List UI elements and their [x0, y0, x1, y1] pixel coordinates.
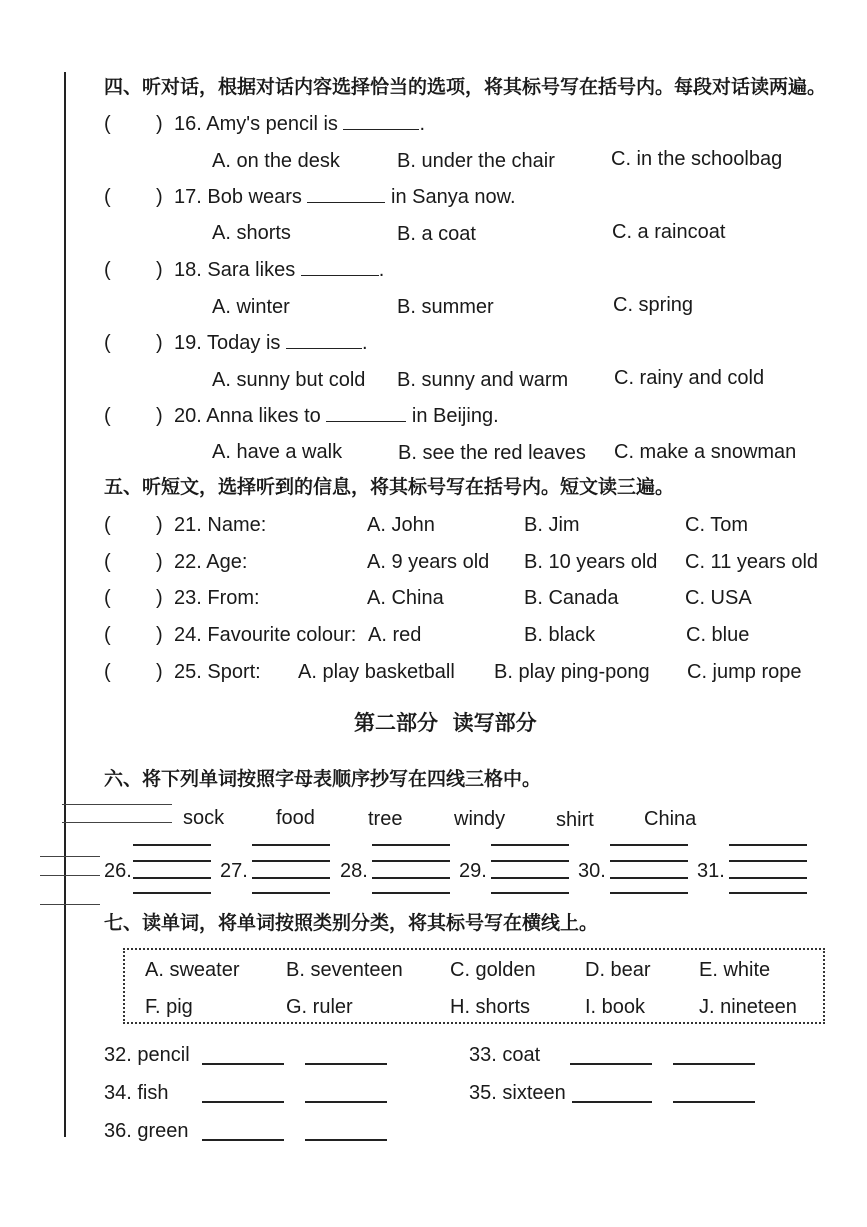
grid-line	[372, 877, 450, 879]
classify-q33: 33. coat	[469, 1044, 541, 1066]
grid-line	[372, 860, 450, 862]
option-a: A. red	[368, 624, 422, 646]
grid-line	[252, 844, 330, 846]
item-25: 25. Sport:	[174, 661, 261, 683]
grid-line	[252, 892, 330, 894]
option-b: B. play ping-pong	[494, 661, 650, 683]
answer-paren[interactable]: (	[104, 186, 111, 208]
option-a: A. play basketball	[298, 661, 455, 683]
item-23: 23. From:	[174, 587, 260, 609]
option-c: C. a raincoat	[612, 221, 726, 243]
question-number: 17.	[174, 186, 202, 208]
question-stem: Anna likes to	[206, 405, 321, 427]
answer-paren-close: )	[156, 186, 163, 208]
option-c: C. Tom	[685, 514, 748, 536]
question-20	[174, 406, 499, 426]
grid-number: 26.	[104, 860, 132, 882]
word-option: E. white	[699, 959, 771, 981]
answer-paren-close: )	[156, 405, 163, 427]
grid-line	[729, 877, 807, 879]
question-number: 16.	[174, 113, 202, 135]
answer-paren-close: )	[156, 113, 163, 135]
answer-paren-close: )	[156, 514, 163, 536]
scan-artifact	[40, 904, 100, 905]
section6-heading: 六、将下列单词按照字母表顺序抄写在四线三格中。	[104, 768, 542, 790]
answer-paren[interactable]: (	[104, 405, 111, 427]
option-b: B. a coat	[397, 223, 476, 245]
option-a: A. China	[367, 587, 444, 609]
item-24: 24. Favourite colour:	[174, 624, 357, 646]
option-a: A. 9 years old	[367, 551, 490, 573]
answer-paren-close: )	[156, 661, 163, 683]
answer-paren[interactable]: (	[104, 259, 111, 281]
word-shirt: shirt	[556, 809, 594, 831]
grid-line	[133, 877, 211, 879]
section4-heading: 四、听对话，根据对话内容选择恰当的选项，将其标号写在括号内。每段对话读两遍。	[104, 76, 827, 98]
item-21: 21. Name:	[174, 514, 267, 536]
question-number: 18.	[174, 259, 202, 281]
word-windy: windy	[454, 808, 506, 830]
answer-paren-close: )	[156, 259, 163, 281]
grid-number: 31.	[697, 860, 725, 882]
option-c: C. make a snowman	[614, 441, 797, 463]
option-b: B. summer	[397, 296, 494, 318]
grid-line	[252, 860, 330, 862]
option-c: C. rainy and cold	[614, 367, 765, 389]
answer-paren[interactable]: (	[104, 332, 111, 354]
grid-number: 28.	[340, 860, 368, 882]
option-c: C. 11 years old	[685, 551, 819, 573]
option-b: B. 10 years old	[524, 551, 658, 573]
question-18	[174, 260, 384, 280]
word-option: F. pig	[145, 996, 193, 1018]
question-stem: Sara likes	[207, 259, 296, 281]
option-a: A. shorts	[212, 222, 291, 244]
question-tail: in Beijing.	[411, 405, 499, 427]
option-a: A. winter	[212, 296, 290, 318]
grid-line	[729, 844, 807, 846]
answer-blank[interactable]	[307, 201, 385, 203]
question-stem: Bob wears	[207, 186, 302, 208]
grid-number: 30.	[578, 860, 606, 882]
answer-line[interactable]	[305, 1063, 387, 1065]
option-c: C. blue	[686, 624, 750, 646]
word-option: A. sweater	[145, 959, 240, 981]
word-option: J. nineteen	[699, 996, 797, 1018]
section5-heading: 五、听短文，选择听到的信息，将其标号写在括号内。短文读三遍。	[104, 476, 675, 498]
word-option: D. bear	[585, 959, 651, 981]
option-a: A. sunny but cold	[212, 369, 366, 391]
answer-line[interactable]	[570, 1063, 652, 1065]
word-food: food	[276, 807, 315, 829]
answer-paren[interactable]: (	[104, 624, 111, 646]
question-tail: in Sanya now.	[391, 186, 516, 208]
grid-line	[133, 844, 211, 846]
answer-blank[interactable]	[286, 347, 362, 349]
word-sock: sock	[183, 807, 225, 829]
scan-artifact	[40, 856, 100, 857]
scan-artifact	[62, 822, 172, 823]
answer-paren[interactable]: (	[104, 587, 111, 609]
question-tail: .	[361, 332, 368, 354]
classify-q35: 35. sixteen	[469, 1082, 566, 1104]
answer-paren-close: )	[156, 624, 163, 646]
word-china: China	[644, 808, 697, 830]
grid-line	[491, 860, 569, 862]
option-b: B. Jim	[524, 514, 580, 536]
answer-paren[interactable]: (	[104, 113, 111, 135]
option-b: B. sunny and warm	[397, 369, 569, 391]
option-c: C. jump rope	[687, 661, 802, 683]
option-c: C. spring	[613, 294, 694, 316]
word-tree: tree	[368, 808, 403, 830]
answer-line[interactable]	[572, 1101, 652, 1103]
answer-line[interactable]	[202, 1063, 284, 1065]
answer-line[interactable]	[673, 1063, 755, 1065]
option-a: A. have a walk	[212, 441, 343, 463]
option-a: A. John	[367, 514, 435, 536]
answer-paren-close: )	[156, 587, 163, 609]
grid-number: 29.	[459, 860, 487, 882]
grid-line	[610, 860, 688, 862]
answer-line[interactable]	[202, 1139, 284, 1141]
question-stem: Today is	[207, 332, 281, 354]
word-option: H. shorts	[450, 996, 531, 1018]
option-b: B. Canada	[524, 587, 619, 609]
question-19	[174, 333, 368, 353]
option-b: B. see the red leaves	[398, 442, 586, 464]
grid-line	[491, 877, 569, 879]
classify-q34: 34. fish	[104, 1082, 169, 1104]
grid-line	[372, 844, 450, 846]
grid-line	[252, 877, 330, 879]
grid-line	[610, 844, 688, 846]
scan-artifact	[40, 875, 100, 876]
grid-line	[372, 892, 450, 894]
option-a: A. on the desk	[212, 150, 340, 172]
grid-line	[491, 844, 569, 846]
question-tail: .	[419, 113, 426, 135]
option-c: C. in the schoolbag	[611, 148, 783, 170]
question-stem: Amy's pencil is	[206, 113, 338, 135]
classify-q36: 36. green	[104, 1120, 189, 1142]
option-b: B. under the chair	[397, 150, 555, 172]
part2-title: 第二部分 读写部分	[354, 711, 537, 735]
grid-line	[610, 892, 688, 894]
word-option: G. ruler	[286, 996, 353, 1018]
grid-line	[133, 860, 211, 862]
answer-paren-close: )	[156, 332, 163, 354]
answer-blank[interactable]	[326, 420, 406, 422]
answer-blank[interactable]	[301, 274, 379, 276]
word-option: I. book	[585, 996, 646, 1018]
question-16	[174, 114, 425, 134]
answer-paren[interactable]: (	[104, 661, 111, 683]
section7-heading: 七、读单词，将单词按照类别分类，将其标号写在横线上。	[104, 912, 599, 934]
word-option: B. seventeen	[286, 959, 403, 981]
answer-line[interactable]	[305, 1139, 387, 1141]
margin-rule	[64, 72, 66, 1137]
question-number: 19.	[174, 332, 202, 354]
answer-paren[interactable]: (	[104, 551, 111, 573]
grid-line	[133, 892, 211, 894]
grid-line	[491, 892, 569, 894]
question-tail: .	[378, 259, 385, 281]
word-option: C. golden	[450, 959, 536, 981]
answer-line[interactable]	[673, 1101, 755, 1103]
grid-line	[610, 877, 688, 879]
option-b: B. black	[524, 624, 596, 646]
answer-line[interactable]	[202, 1101, 284, 1103]
answer-line[interactable]	[305, 1101, 387, 1103]
answer-paren-close: )	[156, 551, 163, 573]
grid-number: 27.	[220, 860, 248, 882]
classify-q32: 32. pencil	[104, 1044, 190, 1066]
answer-paren[interactable]: (	[104, 514, 111, 536]
grid-line	[729, 860, 807, 862]
scan-artifact	[62, 804, 172, 805]
item-22: 22. Age:	[174, 551, 248, 573]
answer-blank[interactable]	[343, 128, 419, 130]
option-c: C. USA	[685, 587, 752, 609]
question-17	[174, 187, 516, 207]
question-number: 20.	[174, 405, 202, 427]
grid-line	[729, 892, 807, 894]
